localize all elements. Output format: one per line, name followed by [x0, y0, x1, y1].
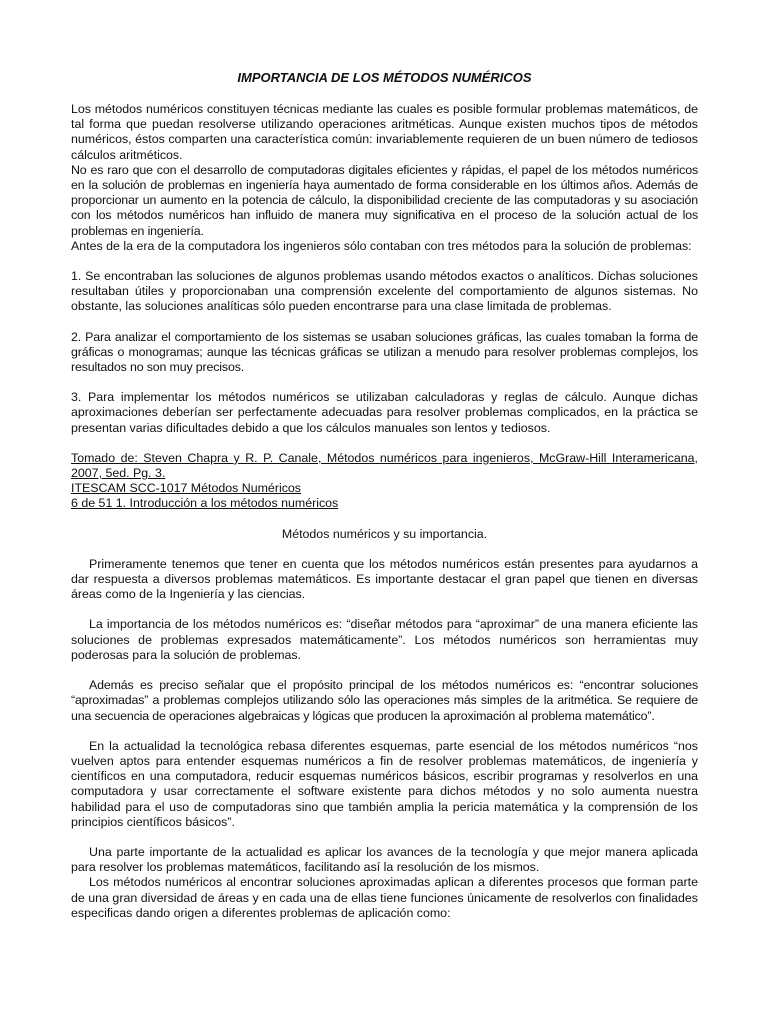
- body-paragraph-6: Los métodos numéricos al encontrar soluciones aproximadas aplican a diferentes procesos que forman parte de una gran diversidad de áreas y en cada una de ellas tiene funciones únicamente de resolverlos con finalidades especificas dando origen a diferentes problemas de aplicación como:: [71, 875, 698, 920]
- section-subtitle: Métodos numéricos y su importancia.: [281, 526, 488, 541]
- body-paragraph-3: Además es preciso señalar que el propósito principal de los métodos numéricos es: “encontrar soluciones “aproximadas” a problemas complejos utilizando sólo las operaciones más simples de la aritmética. Se requiere de una secuencia de operaciones algebraicas y lógicas que producen la aproximación al problema matemático”.: [71, 678, 698, 723]
- point-3: 3. Para implementar los métodos numéricos se utilizaban calculadoras y reglas de cálculo. Aunque dichas aproximaciones deberían ser perfectamente adecuadas para resolver problemas complicados, en la práctica se presentan varias dificultades debido a que los cálculos manuales son lentos y tediosos.: [71, 390, 698, 435]
- body-paragraph-4: En la actualidad la tecnológica rebasa diferentes esquemas, parte esencial de los métodos numéricos “nos vuelven aptos para entender esquemas numéricos a fin de resolver problemas matemáticos, de ingeniería y científicos en una computadora, reducir esquemas numéricos básicos, escribir programas y resolverlos en una computadora y usar correctamente el software existente para dichos métodos y no solo aumenta nuestra habilidad para el uso de computadoras sino que también amplia la pericia matemática y la comprensión de los principios científicos básicos”.: [71, 738, 698, 829]
- document-title: IMPORTANCIA DE LOS MÉTODOS NUMÉRICOS: [237, 70, 532, 85]
- point-1: 1. Se encontraban las soluciones de algunos problemas usando métodos exactos o analíticos. Dichas soluciones resultaban útiles y proporcionaban una comprensión excelente del comportamiento de algunos sistemas. No obstante, las soluciones analíticas sólo pueden encontrarse para una clase limitada de problemas.: [71, 269, 698, 314]
- intro-paragraph-3: Antes de la era de la computadora los ingenieros sólo contaban con tres métodos para la solución de problemas:: [71, 238, 692, 253]
- reference-course: ITESCAM SCC-1017 Métodos Numéricos: [71, 481, 301, 496]
- intro-paragraph-1: Los métodos numéricos constituyen técnicas mediante las cuales es posible formular problemas matemáticos, de tal forma que puedan resolverse utilizando operaciones aritméticas. Aunque existen muchos tipos de métodos numéricos, éstos comparten una característica común: invariablemente requieren de un buen número de tediosos cálculos aritméticos.: [71, 102, 698, 162]
- point-2: 2. Para analizar el comportamiento de los sistemas se usaban soluciones gráficas, las cuales tomaban la forma de gráficas o monogramas; aunque las técnicas gráficas se utilizan a menudo para resolver problemas complejos, los resultados no son muy precisos.: [71, 329, 698, 375]
- body-paragraph-2: La importancia de los métodos numéricos es: “diseñar métodos para “aproximar” de una manera eficiente las soluciones de problemas expresados matemáticamente”. Los métodos numéricos son herramientas muy poderosas para la solución de problemas.: [71, 617, 698, 662]
- document-page: [71, 70, 698, 921]
- body-paragraph-1: Primeramente tenemos que tener en cuenta que los métodos numéricos están presentes para ayudarnos a dar respuesta a diversos problemas matemáticos. Es importante destacar el gran papel que tienen en diversas áreas como de la Ingeniería y las ciencias.: [71, 556, 698, 602]
- reference-page: 6 de 51 1. Introducción a los métodos numéricos: [71, 496, 339, 511]
- body-paragraph-5: Una parte importante de la actualidad es aplicar los avances de la tecnología y que mejor manera aplicada para resolver los problemas matemáticos, facilitando así la resolución de los mismos.: [71, 844, 698, 875]
- intro-paragraph-2: No es raro que con el desarrollo de computadoras digitales eficientes y rápidas, el papel de los métodos numéricos en la solución de problemas en ingeniería haya aumentado de forma considerable en los últimos años. Además de proporcionar un aumento en la potencia de cálculo, la disponibilidad creciente de las computadoras y su asociación con los métodos numéricos han influido de manera muy significativa en el proceso de la solución actual de los problemas en ingeniería.: [71, 162, 698, 238]
- reference-source: Tomado de: Steven Chapra y R. P. Canale, Métodos numéricos para ingenieros, McGraw-Hill Interamericana, 2007, 5ed. Pg. 3.: [71, 450, 698, 481]
- reference-block: [71, 451, 698, 512]
